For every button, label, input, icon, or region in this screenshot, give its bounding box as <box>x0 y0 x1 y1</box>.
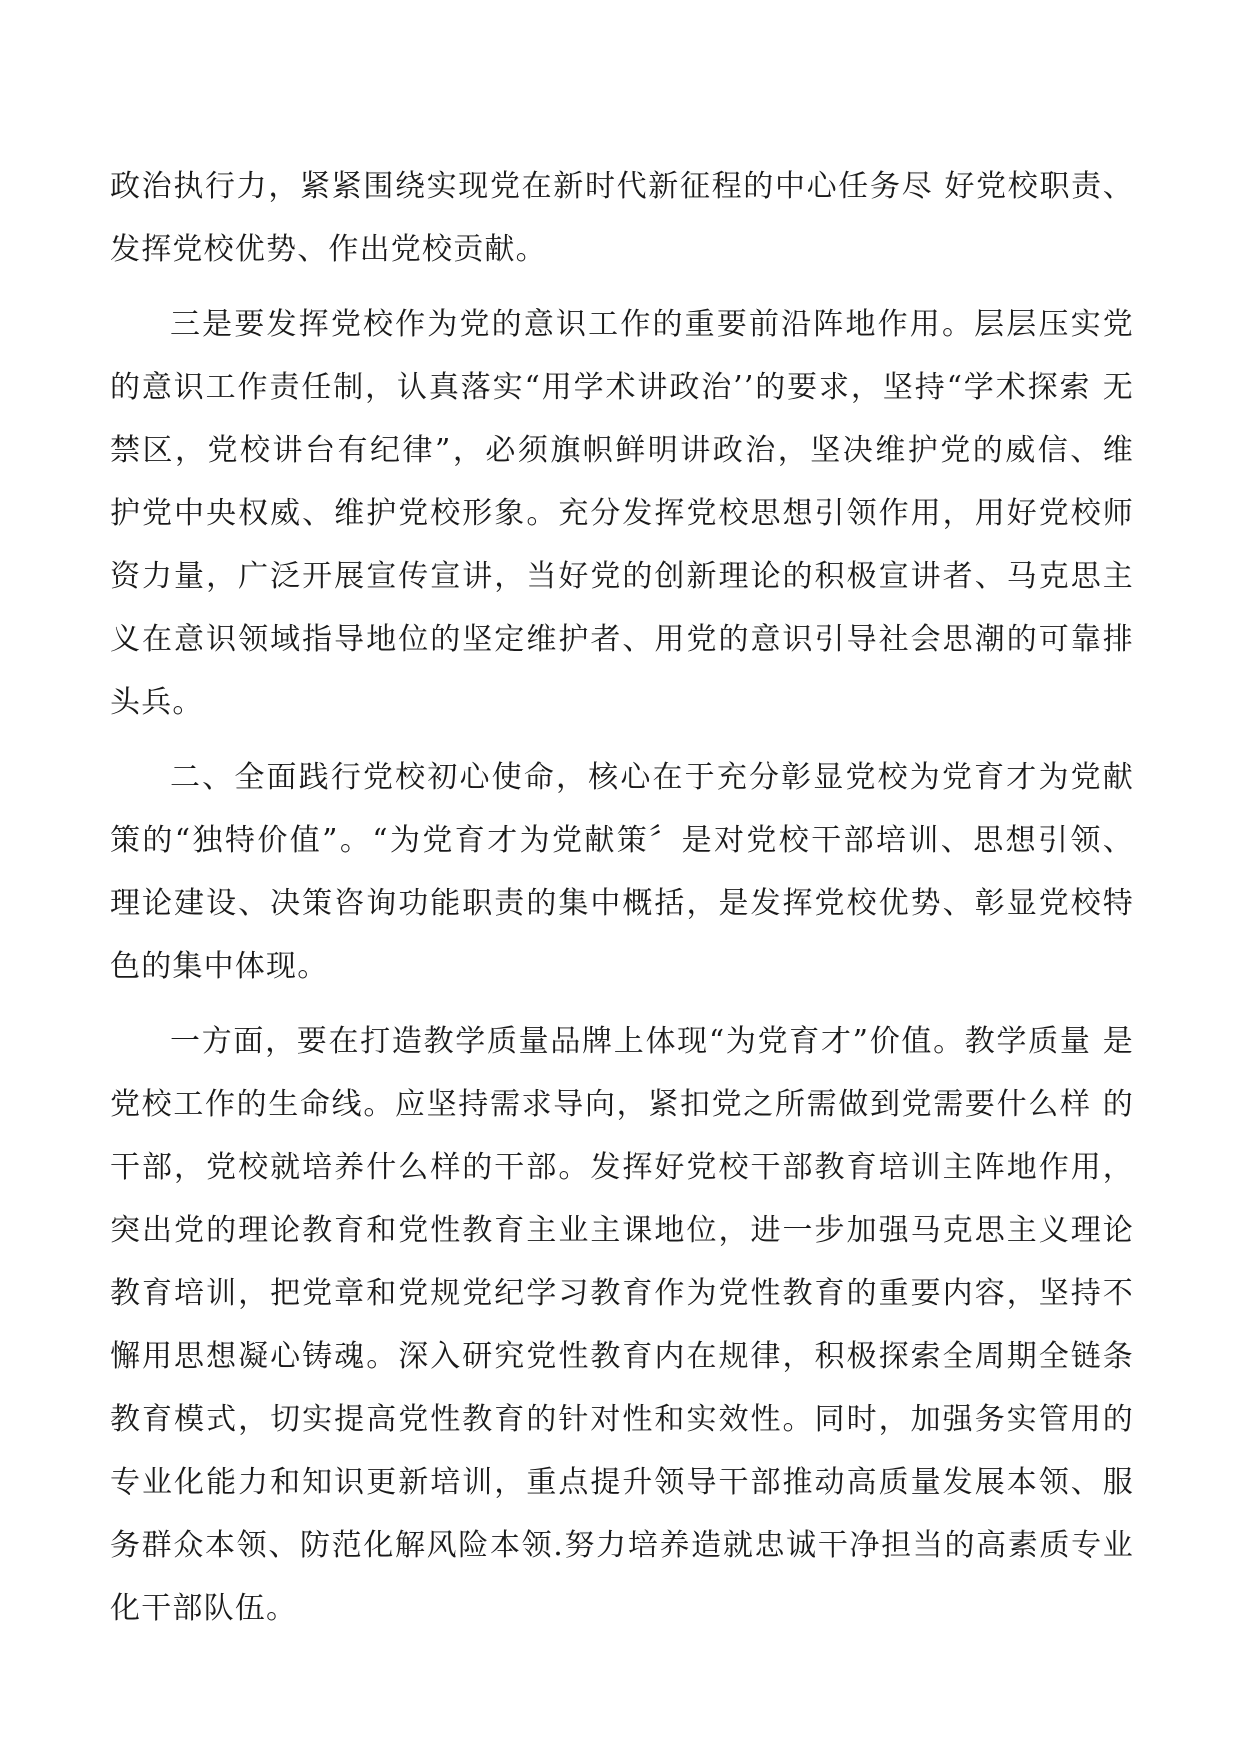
body-text <box>110 155 1134 1640</box>
paragraph-2: 三是要发挥党校作为党的意识工作的重要前沿阵地作用。层层压实党 的意识工作责任制，认真落实“用学术讲政治’’的要求，坚持“学术探索 无禁区，党校讲台有纪律”，必须旗帜鲜明讲政治，坚决维护党的威信、维 护党中央权威、维护党校形象。充分发挥党校思想引领作用，用好党校师 资力量，广泛开展宣传宣讲，当好党的创新理论的积极宣讲者、马克思主 义在意识领域指导地位的坚定维护者、用党的意识引导社会思潮的可靠排 头兵。 <box>110 307 1134 720</box>
paragraph-4: 一方面，要在打造教学质量品牌上体现“为党育才”价值。教学质量 是党校工作的生命线。应坚持需求导向，紧扣党之所需做到党需要什么样 的干部，党校就培养什么样的干部。发挥好党校干部教育培训主阵地作用， 突出党的理论教育和党性教育主业主课地位，进一步加强马克思主义理论 教育培训，把党章和党规党纪学习教育作为党性教育的重要内容，坚持不 懈用思想凝心铸魂。深入研究党性教育内在规律，积极探索全周期全链条 教育模式，切实提高党性教育的针对性和实效性。同时，加强务实管用的 专业化能力和知识更新培训，重点提升领导干部推动高质量发展本领、服 务群众本领、防范化解风险本领.努力培养造就忠诚干净担当的高素质专业 化干部队伍。 <box>110 1024 1134 1626</box>
paragraph-3: 二、全面践行党校初心使命，核心在于充分彰显党校为党育才为党献 策的“独特价值”。“为党育才为党献策〞是对党校干部培训、思想引领、 理论建设、决策咨询功能职责的集中概括，是发挥党校优势、彰显党校特 色的集中体现。 <box>110 760 1134 984</box>
paragraph-1: 政治执行力，紧紧围绕实现党在新时代新征程的中心任务尽 好党校职责、发挥党校优势、作出党校贡献。 <box>110 169 1134 267</box>
